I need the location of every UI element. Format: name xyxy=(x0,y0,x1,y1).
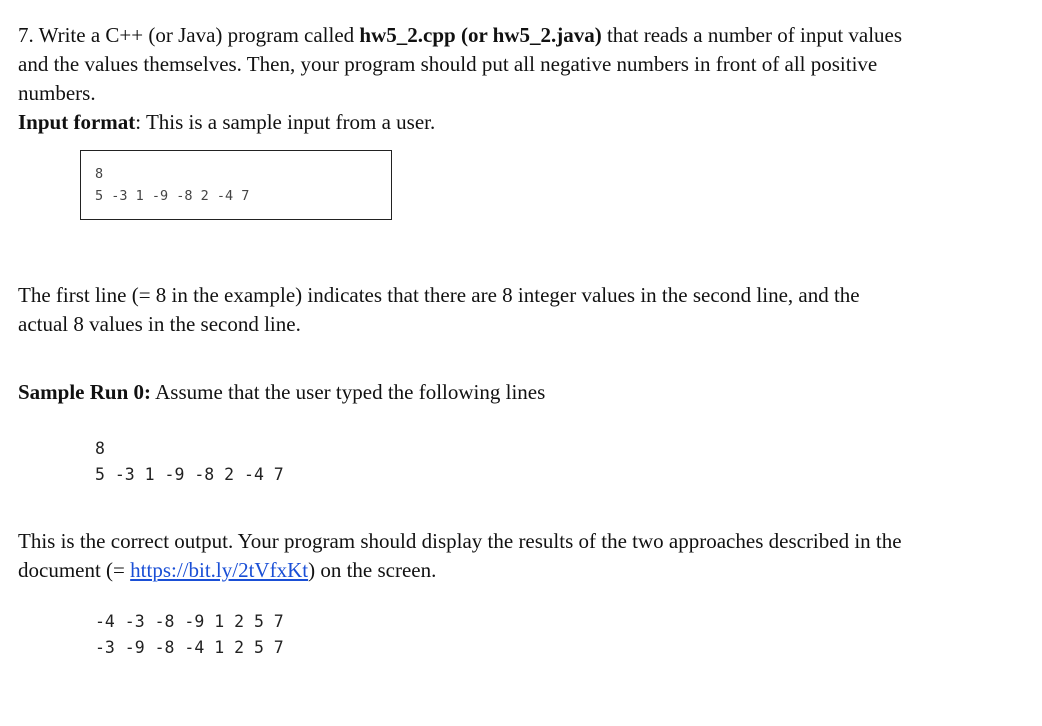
sample-run-line xyxy=(18,378,545,407)
explanation-line-1: The first line (= 8 in the example) indicates that there are 8 integer values in the second line, and the xyxy=(18,283,860,307)
question-line-2: and the values themselves. Then, your program should put all negative numbers in front of all positive xyxy=(18,52,878,76)
question-line-3: numbers. xyxy=(18,81,96,105)
explanation-line-2: actual 8 values in the second line. xyxy=(18,312,301,336)
filename-bold: hw5_2.cpp (or hw5_2.java) xyxy=(359,23,602,47)
output-desc-line-1: This is the correct output. Your program should display the results of the two approaches described in the xyxy=(18,529,902,553)
sample-input-code xyxy=(95,163,249,207)
sample-input-line-2: 5 -3 1 -9 -8 2 -4 7 xyxy=(95,188,250,204)
sample-run-input xyxy=(95,436,284,488)
input-format-label: Input format xyxy=(18,110,136,134)
input-format-text: : This is a sample input from a user. xyxy=(135,110,436,134)
sample-run-text: Assume that the user typed the following lines xyxy=(151,380,546,404)
document-link[interactable]: https://bit.ly/2tVfxKt xyxy=(130,558,309,582)
output-desc-line-2 xyxy=(18,556,436,585)
sample-input-box xyxy=(80,150,392,220)
question-line-1 xyxy=(18,21,902,50)
output-line-2: -3 -9 -8 -4 1 2 5 7 xyxy=(95,638,284,657)
input-format-line xyxy=(18,108,435,137)
output-desc-suffix: ) on the screen. xyxy=(308,558,437,582)
sample-input-line-1: 8 xyxy=(95,166,104,182)
sample-run-input-line-2: 5 -3 1 -9 -8 2 -4 7 xyxy=(95,465,284,484)
question-prefix: 7. Write a C++ (or Java) program called xyxy=(18,23,360,47)
sample-run-input-line-1: 8 xyxy=(95,439,105,458)
sample-run-label: Sample Run 0: xyxy=(18,380,152,404)
output-line-1: -4 -3 -8 -9 1 2 5 7 xyxy=(95,612,284,631)
correct-output xyxy=(95,609,284,661)
question-suffix: that reads a number of input values xyxy=(601,23,903,47)
output-desc-prefix: document (= xyxy=(18,558,131,582)
